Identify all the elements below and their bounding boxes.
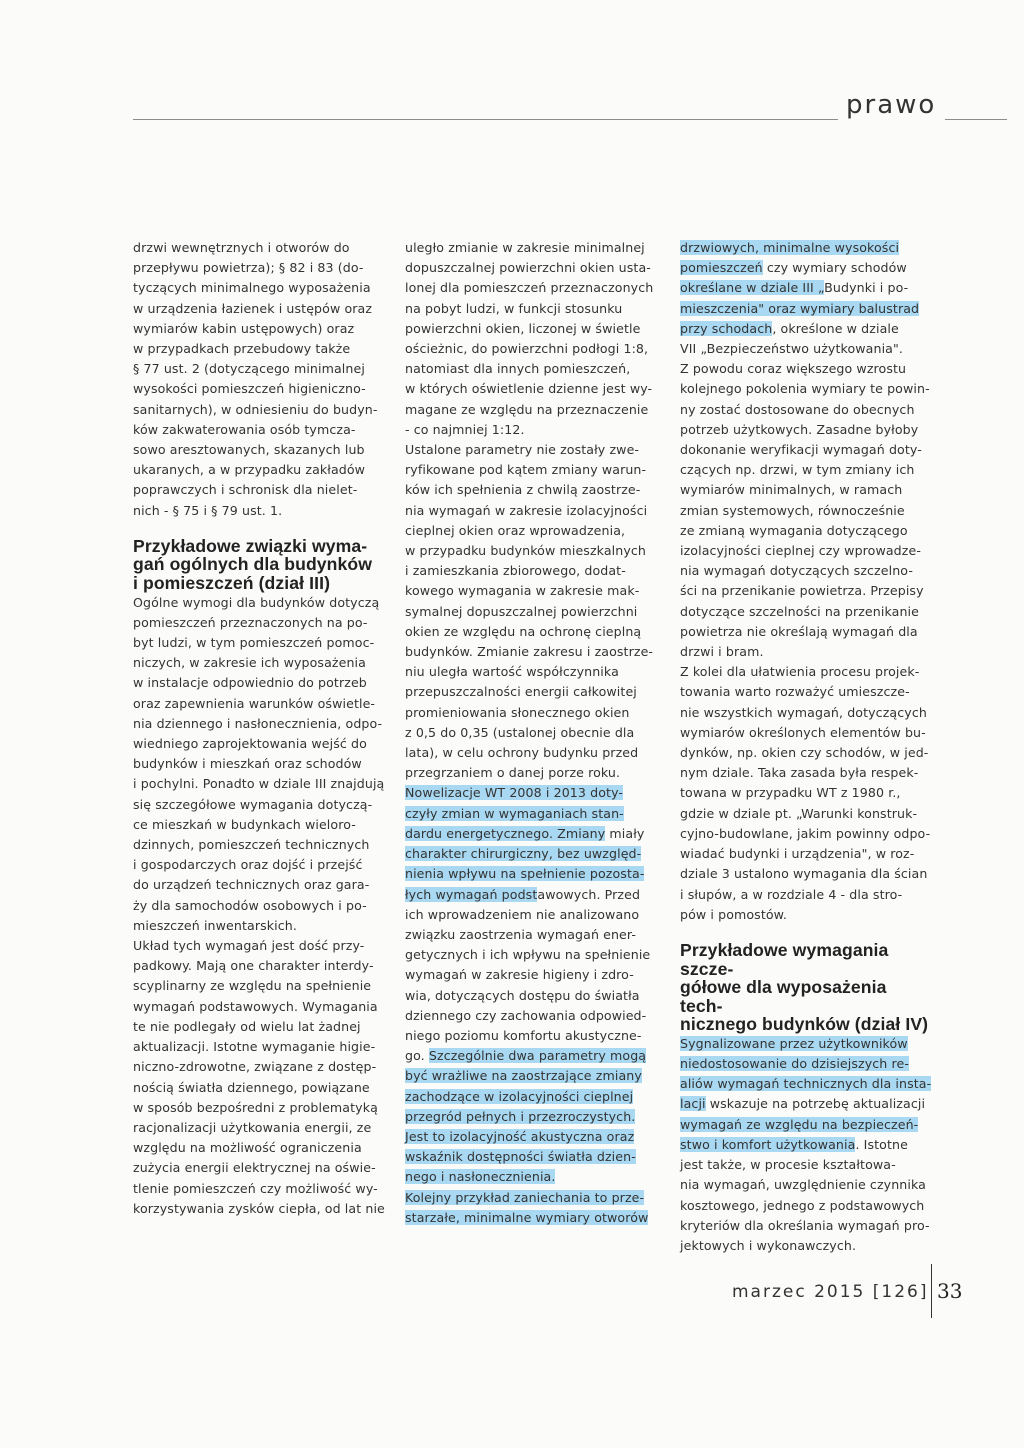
text-line: § 77 ust. 2 (dotyczącego minimalnej [133,361,365,377]
heading-line: gań ogólnych dla budynków [133,554,373,575]
text-line: ków ich spełnienia z chwilą zaostrze- [405,482,641,498]
text-line: wymiarów minimalnych, w ramach [680,482,903,498]
highlight-mark: zachodzące w izolacyjności cieplnej [405,1088,634,1104]
text-line: - co najmniej 1:12. [405,421,525,437]
text-line: zmian systemowych, równocześnie [680,502,905,518]
text-line: dopuszczalnej powierzchni okien usta- [405,260,651,276]
text-line: cyjno-budowlane, jakim powinny odpo- [680,825,931,841]
text-line: Z kolei dla ułatwienia procesu projek- [680,664,920,680]
text-line: w których oświetlenie dzienne jest wy- [405,381,653,397]
text-line [405,1087,657,1107]
text-line: pomieszczeń przeznaczonych na po- [133,614,368,630]
text-line: getycznych i ich wpływu na spełnienie [405,947,651,963]
text-line: jest także, w procesie kształtowa- [680,1157,896,1173]
text-line: i pochylni. Ponadto w dziale III znajdują [133,776,385,792]
text-line: nością światła dziennego, powiązane [133,1079,370,1095]
text-line [405,804,657,824]
text-line: kosztowego, jednego z podstawowych [680,1197,925,1213]
header-rule-left [133,119,838,120]
text-line: wymagań w zakresie higieny i zdro- [405,967,634,983]
text-line: kolejnego pokolenia wymiary te powin- [680,381,930,397]
text-line: w przypadku budynków mieszkalnych [405,543,647,559]
text-line: aktualizacji. Istotne wymaganie higie- [133,1039,376,1055]
text-line: nia dziennego i nasłonecznienia, odpo- [133,715,383,731]
text-line: byt ludzi, w tym pomieszczeń pomoc- [133,635,375,651]
section-heading-dzial-3 [133,537,383,593]
highlight-mark: stwo i komfort użytkowania [680,1136,856,1152]
text-line: stwo i komfort użytkowania. Istotne [680,1136,908,1152]
col1-intro [133,238,383,521]
text-line: sowo aresztowanych, skazanych lub [133,442,365,458]
text-line: w instalacje odpowiednio do potrzeb [133,675,367,691]
text-line: gdzie w dziale pt. „Warunki konstruk- [680,805,918,821]
text-line: łych wymagań podstawowych. Przed [405,886,641,902]
text-line: te nie podlegały od wielu lat żadnej [133,1018,361,1034]
heading-line: Przykładowe wymagania szcze- [680,939,889,979]
text-line: VII „Bezpieczeństwo użytkowania". [680,341,903,357]
text-line: Ustalone parametry nie zostały zwe- [405,442,640,458]
text-line: sanitarnych), w odniesieniu do budyn- [133,401,378,417]
highlight-mark: Szczególnie dwa parametry mogą [428,1048,647,1064]
text-line: nym dziale. Taka zasada była respek- [680,765,919,781]
text-line: lata), w celu ochrony budynku przed [405,745,639,761]
text-line: ryfikowane pod kątem zmiany warun- [405,462,647,478]
text-line: w przypadkach przebudowy także [133,341,351,357]
text-line: z 0,5 do 0,35 (ustalonej obecnie dla [405,724,635,740]
text-line: scyplinarny ze względu na spełnienie [133,978,372,994]
text-line: dziale 3 ustalono wymagania dla ścian [680,866,928,882]
text-line: przegrzaniem o danej porze roku. [405,765,621,781]
issue-date: marzec 2015 [126] [732,1282,929,1302]
text-line: wiadać budynki i urządzenia", w roz- [680,846,915,862]
text-line: towania warto rozważyć umieszcze- [680,684,910,700]
text-line: budynków. Zmianie zakresu i zaostrze- [405,644,654,660]
text-line: określane w dziale III „Budynki i po- [680,280,909,296]
column-2 [405,238,657,1228]
text-line: w urządzenia łazienek i ustępów oraz [133,300,373,316]
text-line: się szczegółowe wymagania dotyczą- [133,796,373,812]
text-line: drzwi wewnętrznych i otworów do [133,240,350,255]
highlight-mark: łych wymagań podst [405,886,538,902]
text-line: kryteriów dla określania wymagań pro- [680,1217,930,1233]
highlight-mark: starzałe, minimalne wymiary otworów [405,1209,649,1225]
text-line [405,1127,657,1147]
highlight-mark: nego i nasłonecznienia. [405,1169,556,1185]
text-line: ków zakwaterowania osób tymcza- [133,421,356,437]
highlight-mark: przegród pełnych i przezroczystych. [405,1108,636,1124]
text-line: niego poziomu komfortu akustyczne- [405,1027,642,1043]
col1-body [133,593,383,1219]
text-line: padkowy. Mają one charakter interdy- [133,958,374,974]
text-line: przepływu powietrza); § 82 i 83 (do- [133,260,364,276]
text-line: dzinnych, pomieszczeń technicznych [133,837,370,853]
text-line [405,864,657,884]
text-line [680,238,932,258]
col3-intro [680,238,932,925]
highlight-mark: określane w dziale III „ [680,280,825,296]
text-line: wymiarów kabin ustępowych) oraz [133,320,355,336]
highlight-mark: czyły zmian w wymaganiach stan- [405,805,624,821]
text-line [405,1107,657,1127]
text-line: powietrza nie określają wymagań dla [680,623,918,639]
text-line: izolacyjności cieplnej czy wprowadze- [680,543,921,559]
section-heading-dzial-4 [680,941,932,1034]
section-title: prawo [846,90,937,120]
text-line: ści na przenikanie powietrza. Przepisy [680,583,924,599]
highlight-mark: Jest to izolacyjność akustyczna oraz [405,1128,635,1144]
highlight-mark: pomieszczeń [680,260,763,276]
text-line [405,1167,657,1187]
highlight-mark: wymagań ze względu na bezpieczeń- [680,1116,919,1132]
text-line [405,1188,657,1208]
text-line: wiedniego zaprojektowania wejść do [133,736,367,752]
text-line: uległo zmianie w zakresie minimalnej [405,240,645,255]
text-line: go. Szczególnie dwa parametry mogą [405,1048,647,1064]
highlight-mark: Nowelizacje WT 2008 i 2013 doty- [405,785,624,801]
text-line: przy schodach, określone w dziale [680,320,899,336]
text-line: magane ze względu na przeznaczenie [405,401,649,417]
highlight-mark: mieszczenia" oraz wymiary balustrad [680,300,920,316]
text-line: wymiarów określonych elementów bu- [680,724,926,740]
col2-body [405,238,657,1228]
text-line: niu uległa wartość współczynnika [405,664,619,680]
text-line: nia wymagań, uwzględnienie czynnika [680,1177,926,1193]
text-line: dotyczące szczelności na przenikanie [680,603,919,619]
heading-line: Przykładowe związki wyma- [133,535,368,556]
text-line: ży dla samochodów osobowych i po- [133,897,367,913]
text-line: pomieszczeń czy wymiary schodów [680,260,907,276]
highlight-mark: aliów wymagań technicznych dla insta- [680,1076,932,1092]
text-line: przepuszczalności energii całkowitej [405,684,637,700]
text-line: lonej dla pomieszczeń przeznaczonych [405,280,654,296]
text-line: dynków, np. okien czy schodów, w jed- [680,745,929,761]
header-rule-right [945,119,1007,120]
text-line: korzystywania zysków ciepła, od lat nie [133,1200,385,1216]
text-line: na pobyt ludzi, w funkcji stosunku [405,300,623,316]
page-number: 33 [937,1279,963,1303]
text-line: ze zmianą wymagania dotyczącego [680,522,908,538]
text-line: okien ze względu na ochronę cieplną [405,623,642,639]
text-line: Układ tych wymagań jest dość przy- [133,938,365,954]
highlight-mark: dardu energetycznego. Zmiany [405,825,606,841]
text-line: nie wszystkich wymagań, dotyczących [680,704,927,720]
heading-line: nicznego budynków (dział IV) [680,1014,929,1035]
text-line: kowego wymagania w zakresie mak- [405,583,640,599]
highlight-mark: niedostosowanie do dzisiejszych re- [680,1056,909,1072]
text-line: towana w przypadku WT z 1980 r., [680,785,901,801]
text-line: Ogólne wymogi dla budynków dotyczą [133,594,380,610]
text-line [680,299,932,319]
text-line [680,1115,932,1135]
text-line [405,844,657,864]
text-line: cieplnej okien oraz wprowadzenia, [405,522,626,538]
heading-line: gółowe dla wyposażenia tech- [680,977,887,1016]
text-line: powierzchni okien, liczonej w świetle [405,320,641,336]
text-line: potrzeb użytkowych. Zasadne byłoby [680,421,919,437]
text-line: ukaranych, a w przypadku zakładów [133,462,366,478]
text-line [405,1208,657,1228]
text-line: nia wymagań dotyczących szczelno- [680,563,913,579]
text-line: zużycia energii elektrycznej na oświe- [133,1160,376,1176]
highlight-mark: Kolejny przykład zaniechania to prze- [405,1189,645,1205]
text-line [405,1147,657,1167]
highlight-mark: przy schodach [680,320,773,336]
text-line: drzwi i bram. [680,644,764,660]
text-line: jektowych i wykonawczych. [680,1237,857,1253]
text-line: nia wymagań w zakresie izolacyjności [405,502,648,518]
text-line: dziennego czy zachowania odpowied- [405,1007,647,1023]
text-line: natomiast dla innych pomieszczeń, [405,361,631,377]
text-line: budynków i mieszkań oraz schodów [133,756,362,772]
col3-body [680,1034,932,1256]
text-line: Z powodu coraz większego wzrostu [680,361,907,377]
text-line: i zamieszkania zbiorowego, dodat- [405,563,626,579]
footer-divider [931,1264,932,1318]
text-line: w sposób bezpośredni z problematyką [133,1099,378,1115]
text-line: wysokości pomieszczeń higieniczno- [133,381,366,397]
text-line: niczych, w zakresie ich wyposażenia [133,655,366,671]
text-line: mieszczeń inwentarskich. [133,917,297,933]
highlight-mark: lacji [680,1096,706,1112]
highlight-mark: charakter chirurgiczny, bez uwzględ- [405,846,642,862]
text-line [680,1034,932,1054]
text-line: symalnej dopuszczalnej powierzchni [405,603,638,619]
highlight-mark: nienia wpływu na spełnienie pozosta- [405,866,645,882]
text-line: pów i pomostów. [680,906,788,922]
text-line: niczno-zdrowotne, związane z dostęp- [133,1059,377,1075]
text-line: wymagań podstawowych. Wymagania [133,998,378,1014]
text-line: względu na możliwość ograniczenia [133,1140,362,1156]
text-line: dardu energetycznego. Zmiany miały [405,825,645,841]
highlight-mark: wskaźnik dostępności światła dzien- [405,1149,636,1165]
text-line: ościeżnic, do powierzchni podłogi 1:8, [405,341,649,357]
highlight-mark: drzwiowych, minimalne wysokości [680,240,900,255]
text-line: tyczących minimalnego wyposażenia [133,280,371,296]
highlight-mark: być wrażliwe na zaostrzające zmiany [405,1068,642,1084]
text-line: oraz zapewnienia warunków oświetle- [133,695,376,711]
column-3 [680,238,932,1256]
text-line: promieniowania słonecznego okien [405,704,630,720]
text-line [405,783,657,803]
text-line: dokonanie weryfikacji wymagań doty- [680,442,922,458]
text-line: do urządzeń technicznych oraz gara- [133,877,370,893]
text-line: racjonalizacji użytkowania energii, ze [133,1119,372,1135]
text-line: i słupów, a w rozdziale 4 - dla stro- [680,886,903,902]
text-line: wia, dotyczących dostępu do światła [405,987,640,1003]
text-line: i gospodarczych oraz dojść i przejść [133,857,363,873]
text-line: ich wprowadzeniem nie analizowano [405,906,640,922]
text-line: lacji wskazuje na potrzebę aktualizacji [680,1096,926,1112]
text-line: tlenie pomieszczeń czy możliwość wy- [133,1180,378,1196]
text-line: nich - § 75 i § 79 ust. 1. [133,502,283,518]
text-line: ny zostać dostosowane do obecnych [680,401,915,417]
text-line [405,1066,657,1086]
text-line: związku zaostrzenia wymagań ener- [405,926,637,942]
heading-line: i pomieszczeń (dział III) [133,573,331,594]
text-line [680,1074,932,1094]
text-line [680,1054,932,1074]
column-1 [133,238,383,1219]
text-line: poprawczych i schronisk dla nielet- [133,482,358,498]
text-line: ce mieszkań w budynkach wieloro- [133,816,356,832]
text-line: czących np. drzwi, w tym zmiany ich [680,462,915,478]
highlight-mark: Sygnalizowane przez użytkowników [680,1035,908,1051]
